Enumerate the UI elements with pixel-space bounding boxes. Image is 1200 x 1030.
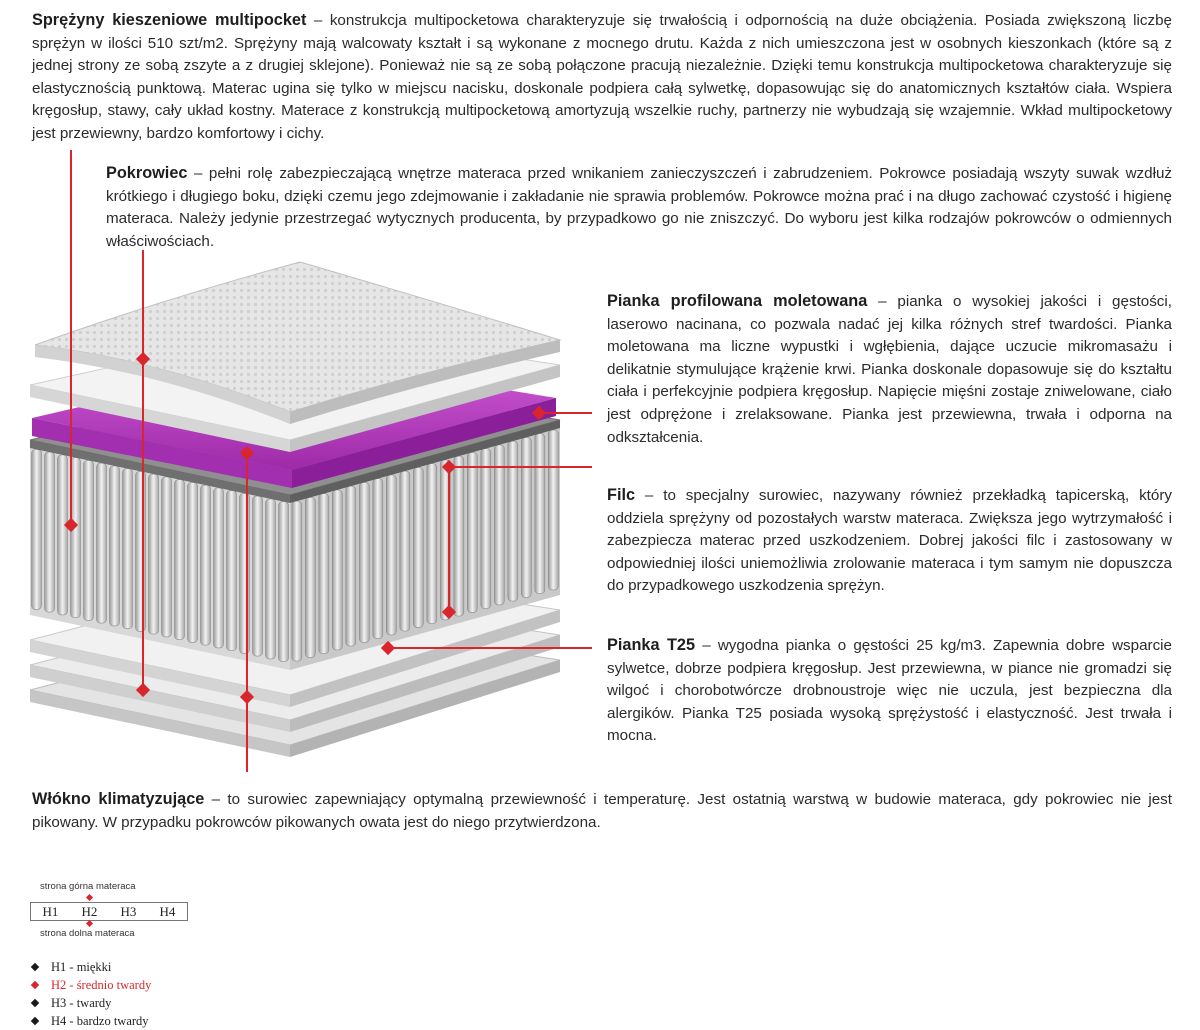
- firmness-legend-item: H1 - miękki: [30, 958, 151, 976]
- firmness-top-label: strona górna materaca: [40, 881, 136, 892]
- section-wlokno: [32, 788, 1172, 834]
- pocket-spring: [454, 456, 464, 616]
- pocket-spring: [373, 479, 383, 639]
- section-pianka-t25-title: Pianka T25: [607, 636, 696, 654]
- section-multipocket-title: Sprężyny kieszeniowe multipocket: [32, 11, 307, 29]
- pocket-spring: [45, 452, 55, 612]
- pocket-spring: [110, 466, 120, 626]
- pocket-spring: [359, 482, 369, 642]
- pocket-spring: [481, 449, 491, 609]
- section-wlokno-text: – to surowiec zapewniający optymalną przewiewność i temperaturę. Jest ostatnią warstwą w budowie materaca, gdy pokrowiec nie jest pikowany. W przypadku pokrowców pikowanych owata jest do niego przytwierdzona.: [32, 791, 1172, 831]
- pocket-spring: [266, 499, 276, 659]
- pocket-spring: [227, 491, 237, 651]
- pocket-spring: [188, 482, 198, 642]
- pocket-spring: [508, 441, 518, 601]
- pocket-spring: [427, 464, 437, 624]
- pocket-spring: [548, 430, 558, 590]
- pocket-spring: [175, 480, 185, 640]
- pocket-spring: [123, 469, 133, 629]
- pocket-spring: [84, 460, 94, 620]
- pocket-spring: [346, 486, 356, 646]
- pocket-spring: [58, 455, 68, 615]
- pocket-spring: [521, 437, 531, 597]
- section-filc: [607, 484, 1172, 598]
- pocket-spring: [279, 502, 289, 662]
- pocket-spring: [32, 449, 42, 609]
- pocket-spring: [162, 477, 172, 637]
- section-pianka-profilowana: [607, 290, 1172, 449]
- section-pianka-profilowana-text: – pianka o wysokiej jakości i gęstości, laserowo nacinana, co pozwala nadać jej kilka różnych stref twardości. Pianka moletowana ma liczne wypustki i wgłębienia, dające uczucie mikromasażu i delikatnie stymulujące krążenie krwi. Pianka doskonale dopasowuje się do kształtu ciała i perfekcyjnie podpiera kręgosłup. Napięcie mięśni zostaje zniwelowane, ciało jest odprężone i zrelaksowane. Pianka jest przewiewna, trwała i odporna na odkształcenia.: [607, 293, 1172, 446]
- firmness-legend-item: H4 - bardzo twardy: [30, 1012, 151, 1030]
- pocket-spring: [535, 434, 545, 594]
- firmness-scale-h4: H4: [159, 903, 176, 919]
- section-pokrowiec-title: Pokrowiec: [106, 164, 188, 182]
- pocket-spring: [253, 496, 263, 656]
- firmness-legend-item: H2 - średnio twardy: [30, 976, 151, 994]
- firmness-legend: [30, 958, 151, 1030]
- section-pianka-profilowana-title: Pianka profilowana moletowana: [607, 292, 868, 310]
- firmness-scale-h2: H2: [81, 903, 98, 919]
- section-multipocket-text: – konstrukcja multipocketowa charakteryzuje się trwałością i odpornością na duże obciążenia. Posiada zwiększoną liczbę sprężyn w ilości 510 szt/m2. Sprężyny mają walcowaty kształt i są wykonane z mocnego drutu. Każda z nich umieszczona jest w osobnych kieszonkach (które są z jednej strony ze sobą zszyte a z drugiej sklejone). Ponieważ nie są ze sobą połączone pracują niezależnie. Dzięki temu konstrukcja multipocketowa charakteryzuje się elastycznością punktową. Materac ugina się tylko w miejscu nacisku, doskonale podpiera całą sylwetkę, dopasowując się do anatomicznych kształtów ciała. Wspiera kręgosłup, stawy, cały układ kostny. Materace z konstrukcją multipocketową amortyzują wszelkie ruchy, partnerzy nie wybudzają się wzajemnie. Wkład multipocketowy jest przewiewny, bardzo komfortowy i cichy.: [32, 12, 1173, 142]
- pocket-spring: [305, 497, 315, 657]
- section-pokrowiec: [106, 162, 1172, 253]
- pocket-spring: [292, 501, 302, 661]
- firmness-scale-h3: H3: [120, 903, 137, 919]
- pocket-spring: [149, 474, 159, 634]
- pocket-spring: [332, 490, 342, 650]
- section-pianka-t25-text: – wygodna pianka o gęstości 25 kg/m3. Zapewnia dobre wsparcie sylwetce, dobrze podpiera kręgosłup. Jest przewiewna, w piance nie gromadzi się wilgoć i chorobotwórcze drobnoustroje więc nie uczula, jest bezpieczna dla alergików. Pianka T25 posiada wysoką sprężystość i elastyczność. Jest trwała i mocna.: [607, 637, 1172, 745]
- pocket-spring: [386, 475, 396, 635]
- section-wlokno-title: Włókno klimatyzujące: [32, 790, 205, 808]
- pocket-spring: [494, 445, 504, 605]
- pocket-spring: [400, 471, 410, 631]
- firmness-legend-item: H3 - twardy: [30, 994, 151, 1012]
- section-filc-text: – to specjalny surowiec, nazywany również przekładką tapicerską, który oddziela sprężyny od pozostałych warstw materaca. Zwiększa jego wytrzymałość i zabezpiecza materac przed uszkodzeniem. Dobrej jakości filc i zastosowany w odpowiedniej ilości uniemożliwia zrolowanie materaca i tym samym nie dopuszcza do przypadkowego uszkodzenia sprężyn.: [607, 487, 1172, 595]
- pocket-spring: [214, 488, 224, 648]
- pocket-spring: [319, 494, 329, 654]
- pocket-spring: [467, 452, 477, 612]
- section-pokrowiec-text: – pełni rolę zabezpieczającą wnętrze materaca przed wnikaniem zanieczyszczeń i zabrudzeniem. Pokrowce posiadają wszyty suwak wzdłuż krótkiego i długiego boku, dzięki czemu jego zdejmowanie i zakładanie nie sprawia problemów. Pokrowce można prać i na długo zachować czystość i higienę materaca. Należy jedynie przestrzegać wytycznych producenta, by przypadkowo go nie zniszczyć. Do wyboru jest kilka rodzajów pokrowców o odmiennych właściwościach.: [106, 165, 1172, 250]
- firmness-scale-h1: H1: [42, 903, 59, 919]
- section-filc-title: Filc: [607, 486, 636, 504]
- pocket-spring: [413, 467, 423, 627]
- section-pianka-t25: [607, 634, 1172, 748]
- pocket-spring: [97, 463, 107, 623]
- section-multipocket: [32, 9, 1172, 146]
- firmness-scale: [30, 902, 188, 921]
- pocket-spring: [201, 485, 211, 645]
- firmness-bottom-label: strona dolna materaca: [40, 928, 135, 939]
